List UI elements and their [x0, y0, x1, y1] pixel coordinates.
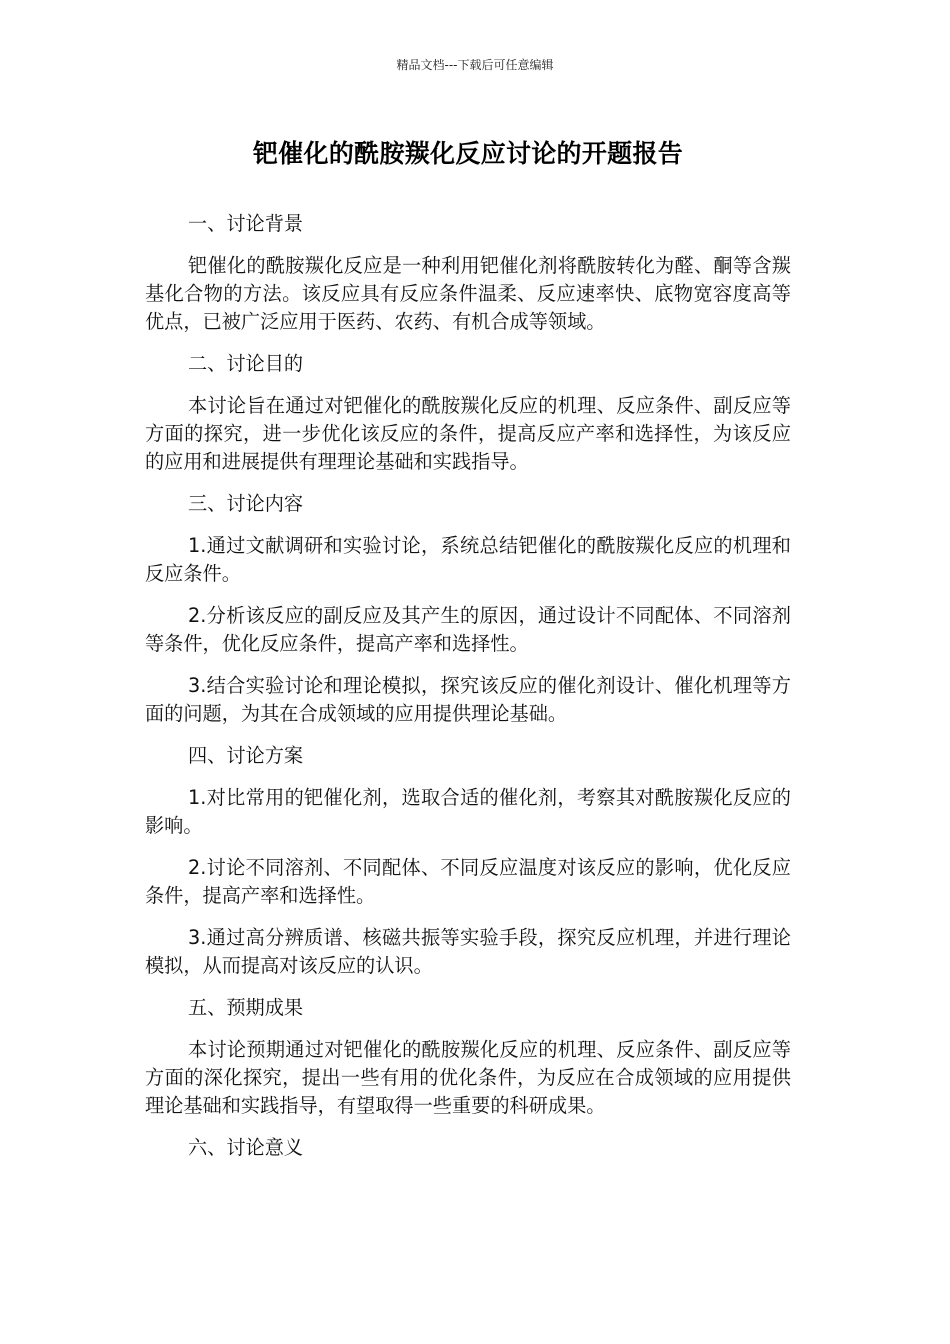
list-item: 1.对比常用的钯催化剂，选取合适的催化剂，考察其对酰胺羰化反应的影响。: [145, 786, 791, 837]
section-heading-expected-results: 五、预期成果: [188, 996, 304, 1019]
paragraph: 本讨论旨在通过对钯催化的酰胺羰化反应的机理、反应条件、副反应等方面的探究，进一步优化该反应的条件，提高反应产率和选择性，为该反应的应用和进展提供有理理论基础和实践指导。: [145, 394, 791, 473]
section-heading-significance: 六、讨论意义: [188, 1136, 304, 1159]
section-heading-content: 三、讨论内容: [188, 492, 304, 515]
list-item: 2.分析该反应的副反应及其产生的原因，通过设计不同配体、不同溶剂等条件，优化反应条件，提高产率和选择性。: [145, 604, 791, 655]
section-heading-purpose: 二、讨论目的: [188, 352, 304, 375]
document-title: 钯催化的酰胺羰化反应讨论的开题报告: [252, 139, 684, 168]
paragraph: 本讨论预期通过对钯催化的酰胺羰化反应的机理、反应条件、副反应等方面的深化探究，提出一些有用的优化条件，为反应在合成领域的应用提供理论基础和实践指导，有望取得一些重要的科研成果。: [145, 1038, 791, 1117]
list-item: 1.通过文献调研和实验讨论，系统总结钯催化的酰胺羰化反应的机理和反应条件。: [145, 534, 791, 585]
paragraph: 钯催化的酰胺羰化反应是一种利用钯催化剂将酰胺转化为醛、酮等含羰基化合物的方法。该反应具有反应条件温柔、反应速率快、底物宽容度高等优点，已被广泛应用于医药、农药、有机合成等领域。: [145, 254, 791, 333]
list-item: 3.通过高分辨质谱、核磁共振等实验手段，探究反应机理，并进行理论模拟，从而提高对该反应的认识。: [145, 926, 791, 977]
section-heading-plan: 四、讨论方案: [188, 744, 304, 767]
header-watermark: 精品文档---下载后可任意编辑: [396, 58, 554, 72]
list-item: 3.结合实验讨论和理论模拟，探究该反应的催化剂设计、催化机理等方面的问题，为其在合成领域的应用提供理论基础。: [145, 674, 791, 725]
document-body: [145, 132, 791, 1176]
section-heading-background: 一、讨论背景: [188, 212, 304, 235]
document-sections: [145, 210, 791, 1162]
list-item: 2.讨论不同溶剂、不同配体、不同反应温度对该反应的影响，优化反应条件，提高产率和选择性。: [145, 856, 791, 907]
